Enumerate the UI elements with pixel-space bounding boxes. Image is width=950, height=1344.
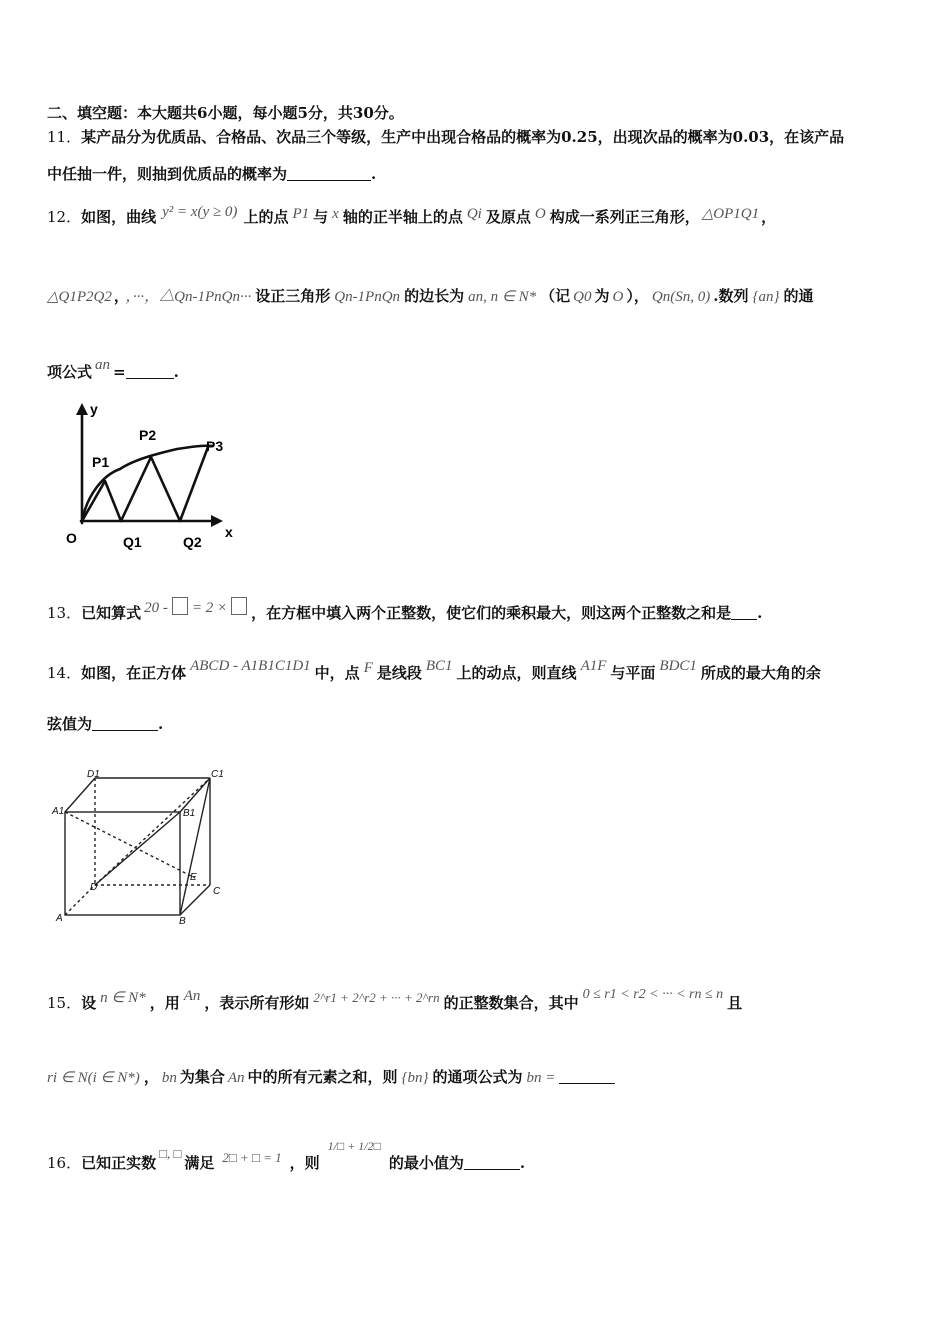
svg-text:B1: B1 <box>183 808 196 819</box>
segment-bc1 <box>180 778 210 915</box>
q15-line2: ri ∈ N(i ∈ N*) ， bn 为集合 An 中的所有元素之和，则 {bn} 的通项公式为 bn = <box>47 1066 615 1089</box>
q12-figure <box>55 395 255 560</box>
curve-equation: y² = x(y ≥ 0) <box>162 204 238 220</box>
segment-a1f <box>65 812 195 878</box>
q14-line2: 弦值为 . <box>47 715 164 733</box>
box-right[interactable] <box>231 597 247 615</box>
x-label: x <box>225 524 233 540</box>
svg-text:D: D <box>90 882 98 893</box>
svg-text:E: E <box>190 872 197 883</box>
y-label: y <box>90 401 98 417</box>
segment-db1 <box>95 812 180 885</box>
box-left[interactable] <box>172 597 188 615</box>
q1-label: Q1 <box>123 534 142 550</box>
p1-label: P1 <box>92 454 110 470</box>
answer-blank[interactable] <box>464 1155 520 1170</box>
y-arrow <box>76 403 88 415</box>
answer-blank[interactable] <box>287 166 371 181</box>
q12-line2: △Q1P2Q2 ， ，···，△Qn-1PnQn··· 设正三角形 Qn-1PnQn 的边长为 an, n ∈ N* （记 Q0 为 O ）， Qn(Sn, 0) .数列 {an} 的通 <box>47 287 814 305</box>
svg-text:A: A <box>56 913 63 924</box>
q16-line1: 16．已知正实数□, □满足 2□ + □ = 1 ，则$^{1/□ + 1/2□}$的最小值为 . <box>47 1139 526 1172</box>
svg-text:C: C <box>213 886 221 897</box>
q12-line3: 项公式 an = . <box>47 357 179 381</box>
answer-blank[interactable] <box>731 605 757 620</box>
answer-blank[interactable] <box>559 1069 615 1084</box>
svg-text:C1: C1 <box>211 769 224 780</box>
q13-line1: 13．已知算式 20 - = 2 × ，在方框中填入两个正整数，使它们的乘积最大，则这两个正整数之和是 . <box>47 602 762 625</box>
x-arrow <box>211 515 223 527</box>
q12-line1: 12．如图，曲线 y² = x(y ≥ 0) 上的点 P1 与 x 轴的正半轴上的点 Qi 及原点 O 构成一系列正三角形， △OP1Q1 ， <box>47 204 777 226</box>
p3-label: P3 <box>206 438 224 454</box>
q2-label: Q2 <box>183 534 202 550</box>
q14-cube-figure <box>50 768 230 928</box>
q11-line1: 11．某产品分为优质品、合格品、次品三个等级，生产中出现合格品的概率为0.25，出现次品的概率为0.03，在该产品 <box>47 128 845 146</box>
q15-line1: 15．设 n ∈ N* ，用 An ，表示所有形如 2^r1 + 2^r2 + ··· + 2^rn 的正整数集合，其中 0 ≤ r1 < r2 < ··· < rn ≤ n 且 <box>47 987 743 1012</box>
section-header: 二、填空题：本大题共6小题，每小题5分，共30分。 <box>47 104 404 122</box>
svg-text:A1: A1 <box>52 806 65 817</box>
edge-bc <box>180 885 210 915</box>
answer-blank[interactable] <box>92 716 158 731</box>
origin-label: O <box>66 530 77 546</box>
answer-blank[interactable] <box>126 364 174 379</box>
p2-label: P2 <box>139 427 157 443</box>
svg-text:B: B <box>179 916 186 927</box>
segment-dc1 <box>95 778 210 885</box>
edge-a1d1 <box>65 778 95 812</box>
q11-line2: 中任抽一件，则抽到优质品的概率为 . <box>47 165 377 183</box>
q14-line1: 14．如图，在正方体 ABCD - A1B1C1D1 中，点 F 是线段 BC1 上的动点，则直线 A1F 与平面 BDC1 所成的最大角的余 <box>47 658 821 682</box>
svg-text:D1: D1 <box>87 769 100 780</box>
